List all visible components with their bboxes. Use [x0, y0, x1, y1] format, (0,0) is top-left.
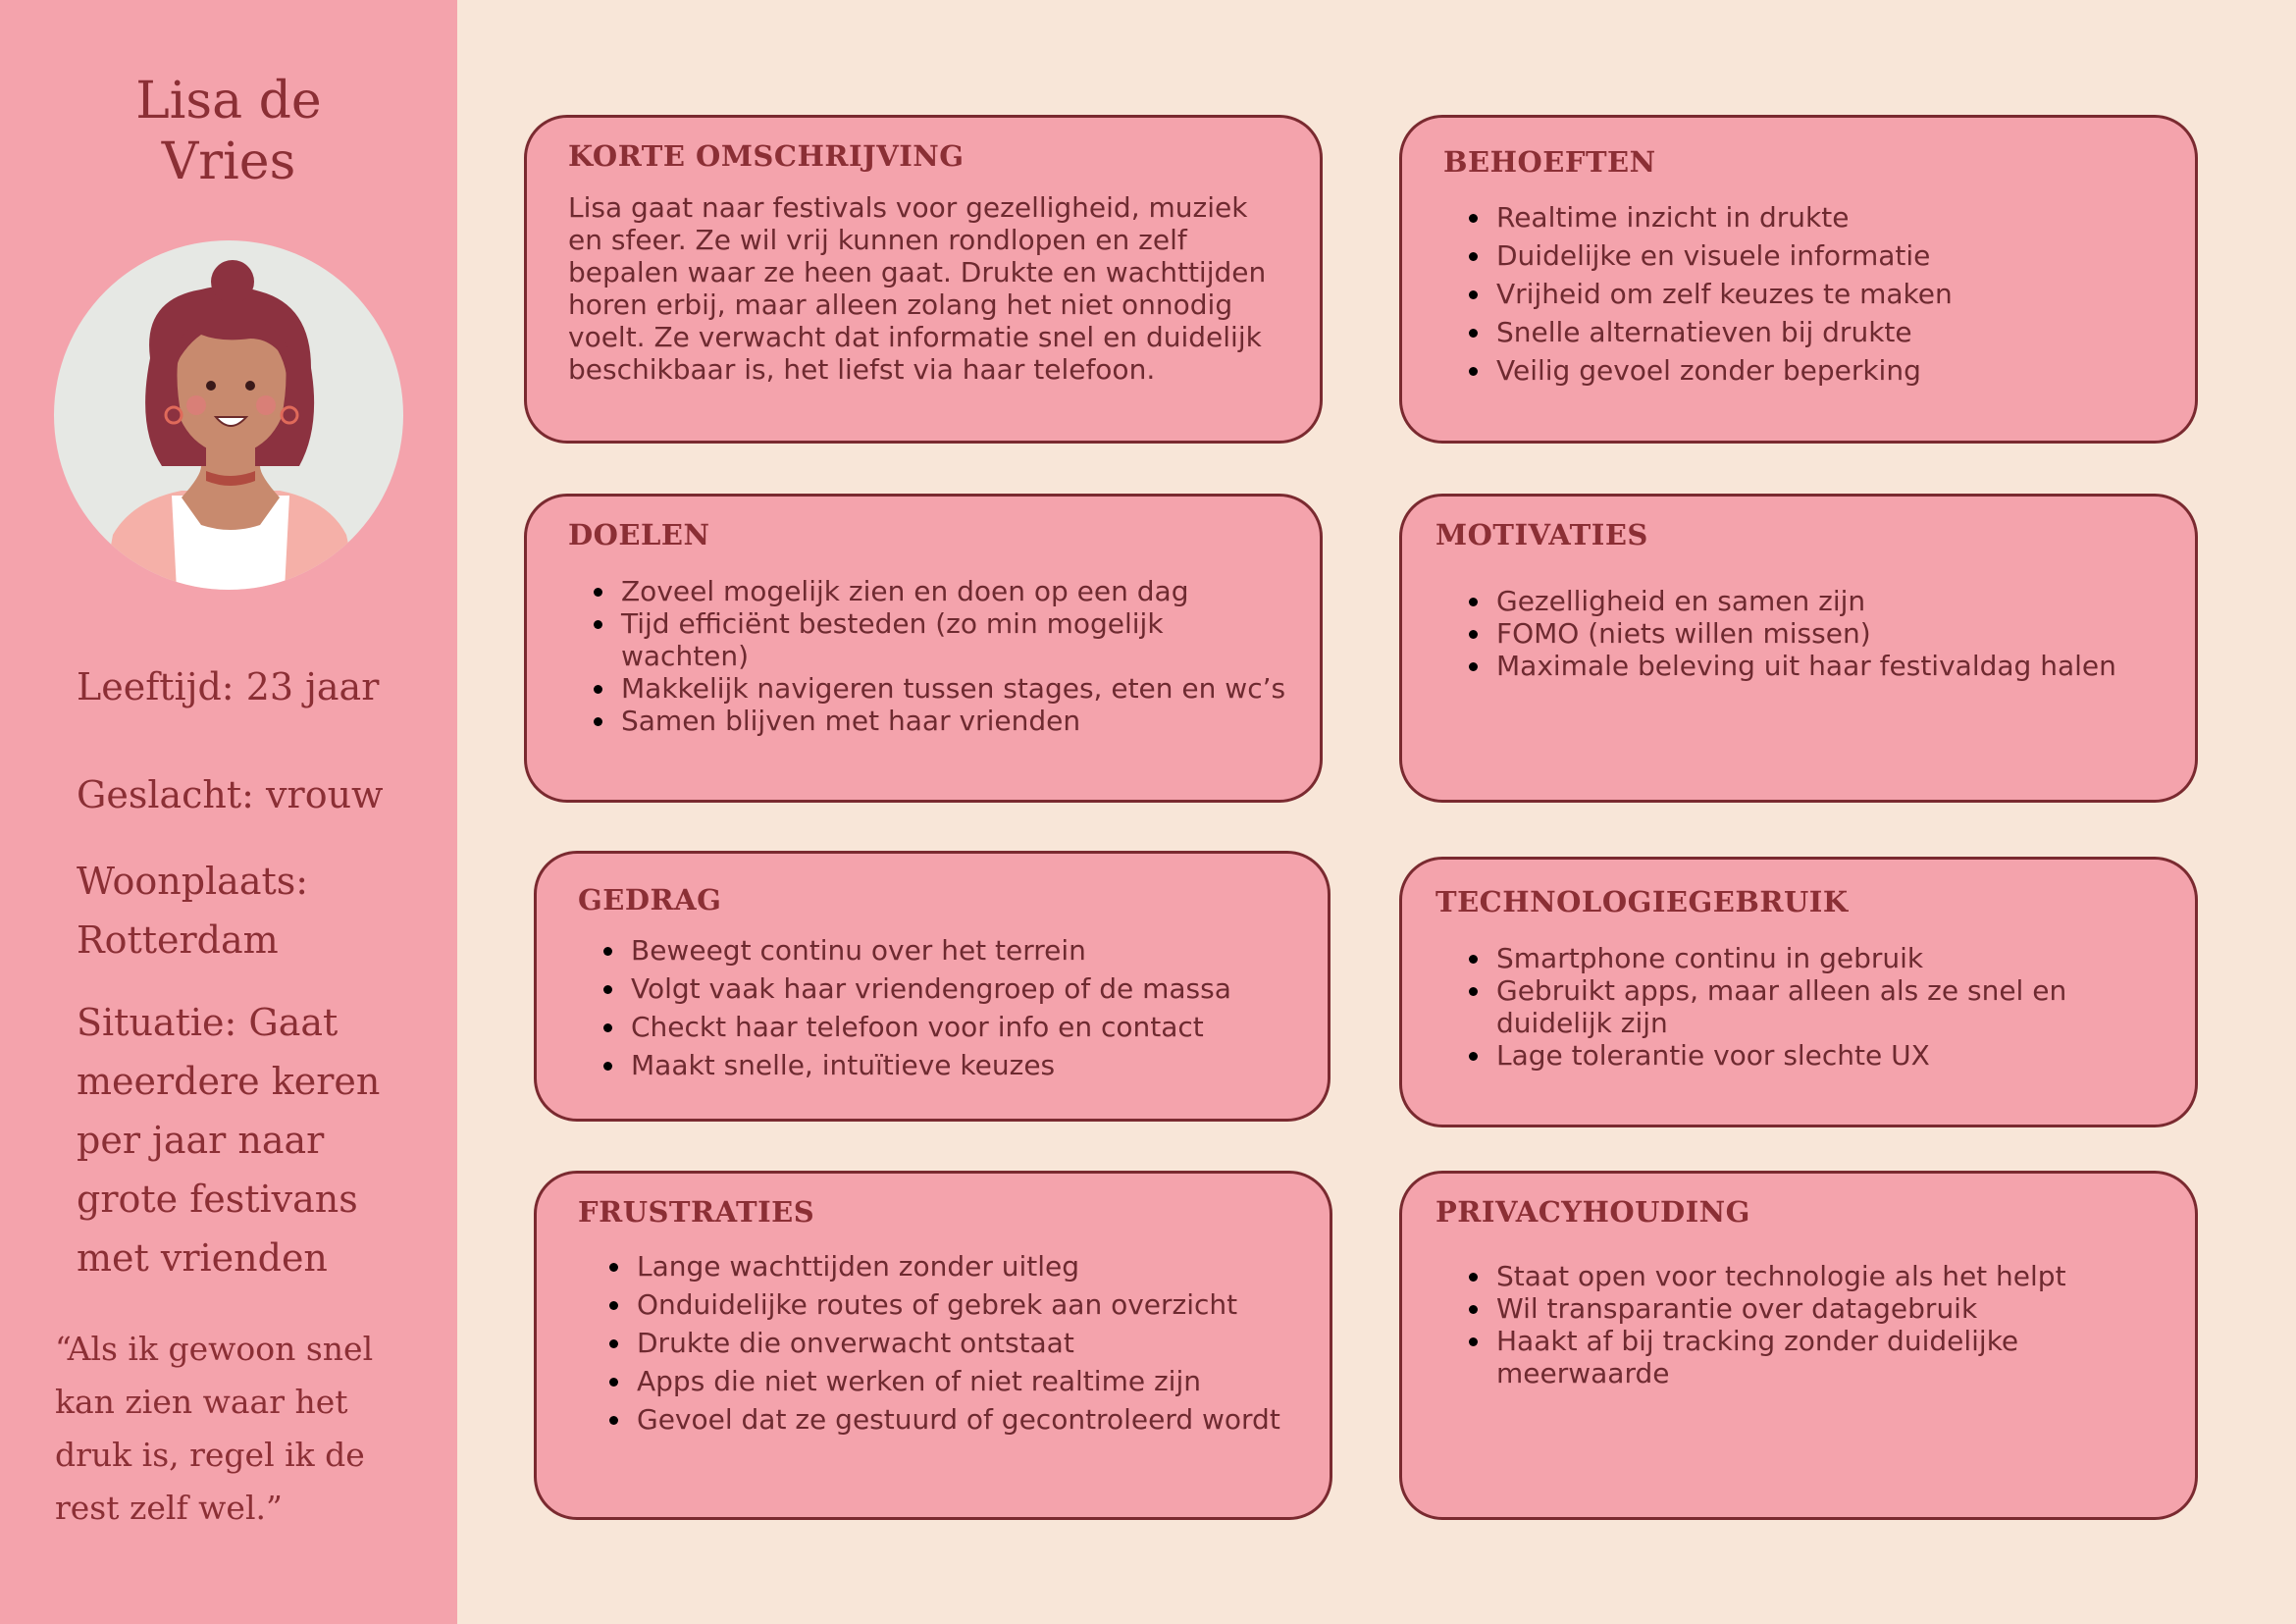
goals-list [574, 575, 1290, 737]
list-item: • Zoveel mogelijk zien en doen op een dag [617, 575, 1290, 607]
card-privacy [1399, 1171, 2198, 1520]
list-item: • Lange wachttijden zonder uitleg [633, 1250, 1300, 1283]
card-technology [1399, 857, 2198, 1127]
list-item: • Drukte die onverwacht ontstaat [633, 1327, 1300, 1359]
list-item: • Staat open voor technologie als het helpt [1492, 1260, 2166, 1292]
card-motivations [1399, 494, 2198, 803]
list-item: • Apps die niet werken of niet realtime zijn [633, 1365, 1300, 1397]
motivations-list [1449, 585, 2166, 682]
list-item: • Gebruikt apps, maar alleen als ze snel en duidelijk zijn [1492, 974, 2166, 1039]
card-frustrations [534, 1171, 1332, 1520]
card-title: BEHOEFTEN [1443, 145, 1656, 179]
persona-gender: Geslacht: vrouw [77, 773, 384, 816]
card-title: DOELEN [568, 518, 710, 551]
card-title: GEDRAG [578, 883, 722, 917]
list-item: • Makkelijk navigeren tussen stages, eten en wc’s [617, 672, 1290, 705]
list-item: • Snelle alternatieven bij drukte [1492, 316, 2166, 348]
persona-quote: “Als ik gewoon snel kan zien waar het druk is, regel ik de rest zelf wel.” [55, 1330, 374, 1527]
list-item: • Maakt snelle, intuïtieve keuzes [627, 1049, 1298, 1081]
needs-list [1449, 201, 2166, 393]
persona-age: Leeftijd: 23 jaar [77, 665, 380, 708]
card-title: TECHNOLOGIEGEBRUIK [1435, 885, 1849, 918]
card-title: PRIVACYHOUDING [1435, 1195, 1750, 1229]
list-item: • Tijd efficiënt besteden (zo min mogelijk wachten) [617, 607, 1290, 672]
persona-situation: Situatie: Gaat meerdere keren per jaar naar grote festivans met vrienden [77, 1001, 381, 1280]
list-item: • Gezelligheid en samen zijn [1492, 585, 2166, 617]
list-item: • Smartphone continu in gebruik [1492, 942, 2166, 974]
card-title: KORTE OMSCHRIJVING [568, 139, 965, 173]
list-item: • Samen blijven met haar vrienden [617, 705, 1290, 737]
list-item: • Volgt vaak haar vriendengroep of de massa [627, 972, 1298, 1005]
avatar [54, 240, 403, 590]
card-title: FRUSTRATIES [578, 1195, 815, 1229]
list-item: • Haakt af bij tracking zonder duidelijke meerwaarde [1492, 1325, 2166, 1389]
card-needs [1399, 115, 2198, 444]
list-item: • Beweegt continu over het terrein [627, 934, 1298, 967]
list-item: • Lage tolerantie voor slechte UX [1492, 1039, 2166, 1072]
list-item: • FOMO (niets willen missen) [1492, 617, 2166, 650]
list-item: • Duidelijke en visuele informatie [1492, 239, 2166, 272]
list-item: • Wil transparantie over datagebruik [1492, 1292, 2166, 1325]
card-description [524, 115, 1323, 444]
persona-sidebar [0, 0, 457, 1624]
card-title: MOTIVATIES [1435, 518, 1648, 551]
frustrations-list [590, 1250, 1300, 1441]
list-item: • Maximale beleving uit haar festivaldag halen [1492, 650, 2166, 682]
behavior-list [584, 934, 1298, 1087]
list-item: • Realtime inzicht in drukte [1492, 201, 2166, 234]
list-item: • Veilig gevoel zonder beperking [1492, 354, 2166, 387]
card-goals [524, 494, 1323, 803]
persona-name: Lisa de Vries [135, 72, 322, 191]
list-item: • Checkt haar telefoon voor info en contact [627, 1011, 1298, 1043]
technology-list [1449, 942, 2166, 1072]
list-item: • Vrijheid om zelf keuzes te maken [1492, 278, 2166, 310]
persona-residence: Woonplaats: Rotterdam [77, 860, 309, 962]
card-behavior [534, 851, 1331, 1122]
list-item: • Onduidelijke routes of gebrek aan overzicht [633, 1288, 1300, 1321]
card-text: Lisa gaat naar festivals voor gezelligheid, muziek en sfeer. Ze wil vrij kunnen rondlopen en zelf bepalen waar ze heen gaat. Drukte en wachttijden horen erbij, maar alleen zolang het niet onnodig voelt. Ze verwacht dat informatie snel en duidelijk beschikbaar is, het liefst via haar telefoon. [568, 191, 1267, 386]
privacy-list [1449, 1260, 2166, 1389]
list-item: • Gevoel dat ze gestuurd of gecontroleerd wordt [633, 1403, 1300, 1436]
